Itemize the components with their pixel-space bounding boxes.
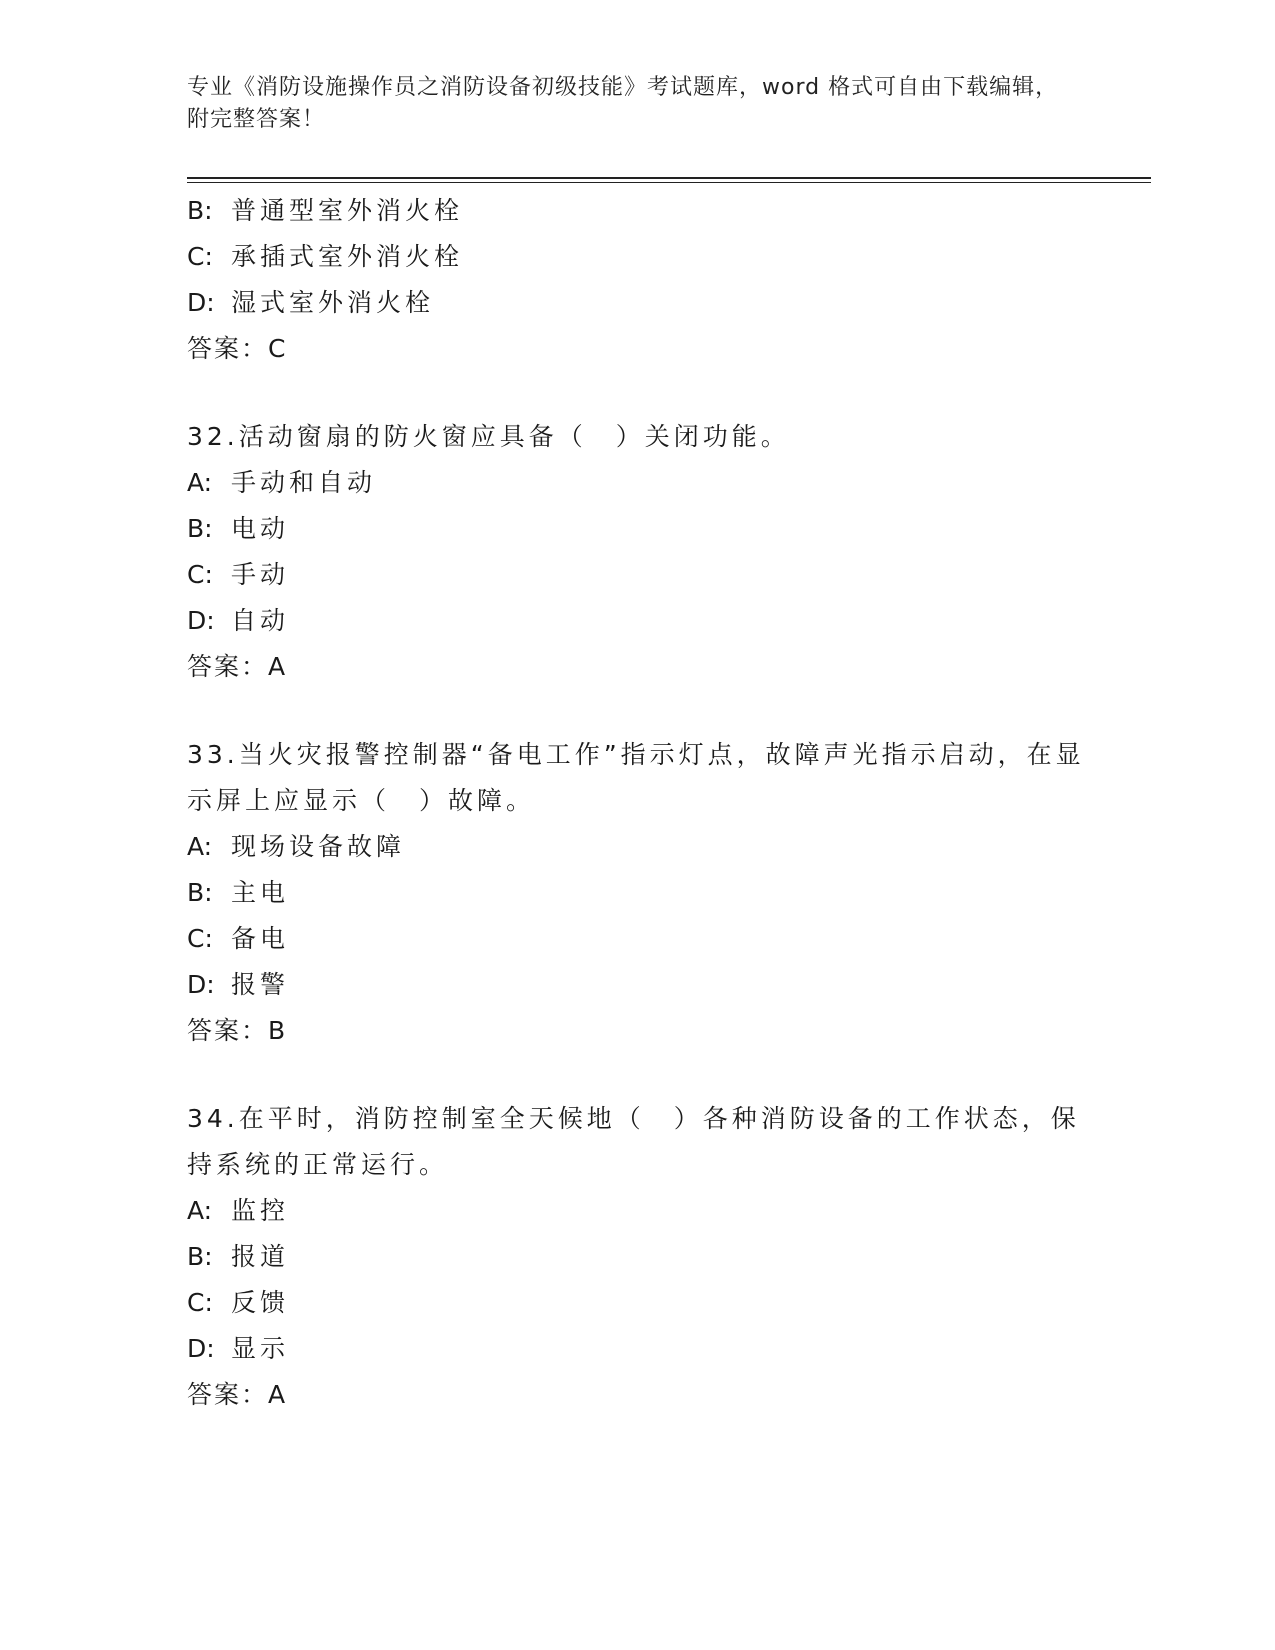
option-a: [187, 1188, 1087, 1234]
option-text: 显示: [231, 1334, 290, 1363]
option-text: 报道: [231, 1242, 290, 1271]
option-key: D:: [187, 288, 215, 317]
option-key: C:: [187, 1288, 213, 1317]
answer-line: 答案：A: [187, 1380, 288, 1409]
question-33: [187, 732, 1087, 1054]
option-d: [187, 280, 1087, 326]
question-32: [187, 414, 1087, 690]
option-text: 电动: [231, 514, 290, 543]
option-c: [187, 234, 1087, 280]
option-d: [187, 1326, 1087, 1372]
option-text: 湿式室外消火栓: [231, 288, 435, 317]
option-key: D:: [187, 1334, 215, 1363]
option-a: [187, 824, 1087, 870]
option-key: B:: [187, 878, 213, 907]
option-d: [187, 598, 1087, 644]
option-text: 主电: [231, 878, 290, 907]
option-text: 普通型室外消火栓: [231, 196, 464, 225]
option-text: 承插式室外消火栓: [231, 242, 464, 271]
answer-line: 答案：C: [187, 334, 288, 363]
option-text: 备电: [231, 924, 290, 953]
page-header: 专业《消防设施操作员之消防设备初级技能》考试题库，word 格式可自由下载编辑，附完整答案！: [187, 75, 1059, 132]
option-text: 报警: [231, 970, 290, 999]
option-key: B:: [187, 1242, 213, 1271]
question-31-continued: [187, 188, 1087, 372]
header-rule-thick: [187, 177, 1151, 179]
option-c: [187, 552, 1087, 598]
option-text: 手动: [231, 560, 290, 589]
option-key: A:: [187, 832, 213, 861]
option-c: [187, 1280, 1087, 1326]
spacer: [187, 690, 1087, 732]
option-key: C:: [187, 924, 213, 953]
option-b: [187, 870, 1087, 916]
question-list: [187, 188, 1087, 1418]
option-a: [187, 460, 1087, 506]
option-key: A:: [187, 468, 213, 497]
option-d: [187, 962, 1087, 1008]
option-key: D:: [187, 606, 215, 635]
header-rule-thin: [187, 182, 1151, 183]
answer-line: 答案：B: [187, 1016, 288, 1045]
option-text: 现场设备故障: [231, 832, 406, 861]
spacer: [187, 372, 1087, 414]
option-key: D:: [187, 970, 215, 999]
question-stem: 33.当火灾报警控制器“备电工作”指示灯点，故障声光指示启动，在显示屏上应显示（ ）故障。: [187, 740, 1085, 815]
question-stem: 32.活动窗扇的防火窗应具备（ ）关闭功能。: [187, 422, 790, 451]
option-b: [187, 188, 1087, 234]
option-key: B:: [187, 514, 213, 543]
option-key: B:: [187, 196, 213, 225]
option-key: C:: [187, 560, 213, 589]
option-c: [187, 916, 1087, 962]
option-text: 反馈: [231, 1288, 290, 1317]
option-b: [187, 1234, 1087, 1280]
spacer: [187, 1054, 1087, 1096]
question-stem: 34.在平时，消防控制室全天候地（ ）各种消防设备的工作状态，保持系统的正常运行。: [187, 1104, 1080, 1179]
option-b: [187, 506, 1087, 552]
option-key: C:: [187, 242, 213, 271]
option-key: A:: [187, 1196, 213, 1225]
option-text: 监控: [231, 1196, 290, 1225]
answer-line: 答案：A: [187, 652, 288, 681]
question-34: [187, 1096, 1087, 1418]
option-text: 手动和自动: [231, 468, 377, 497]
option-text: 自动: [231, 606, 290, 635]
